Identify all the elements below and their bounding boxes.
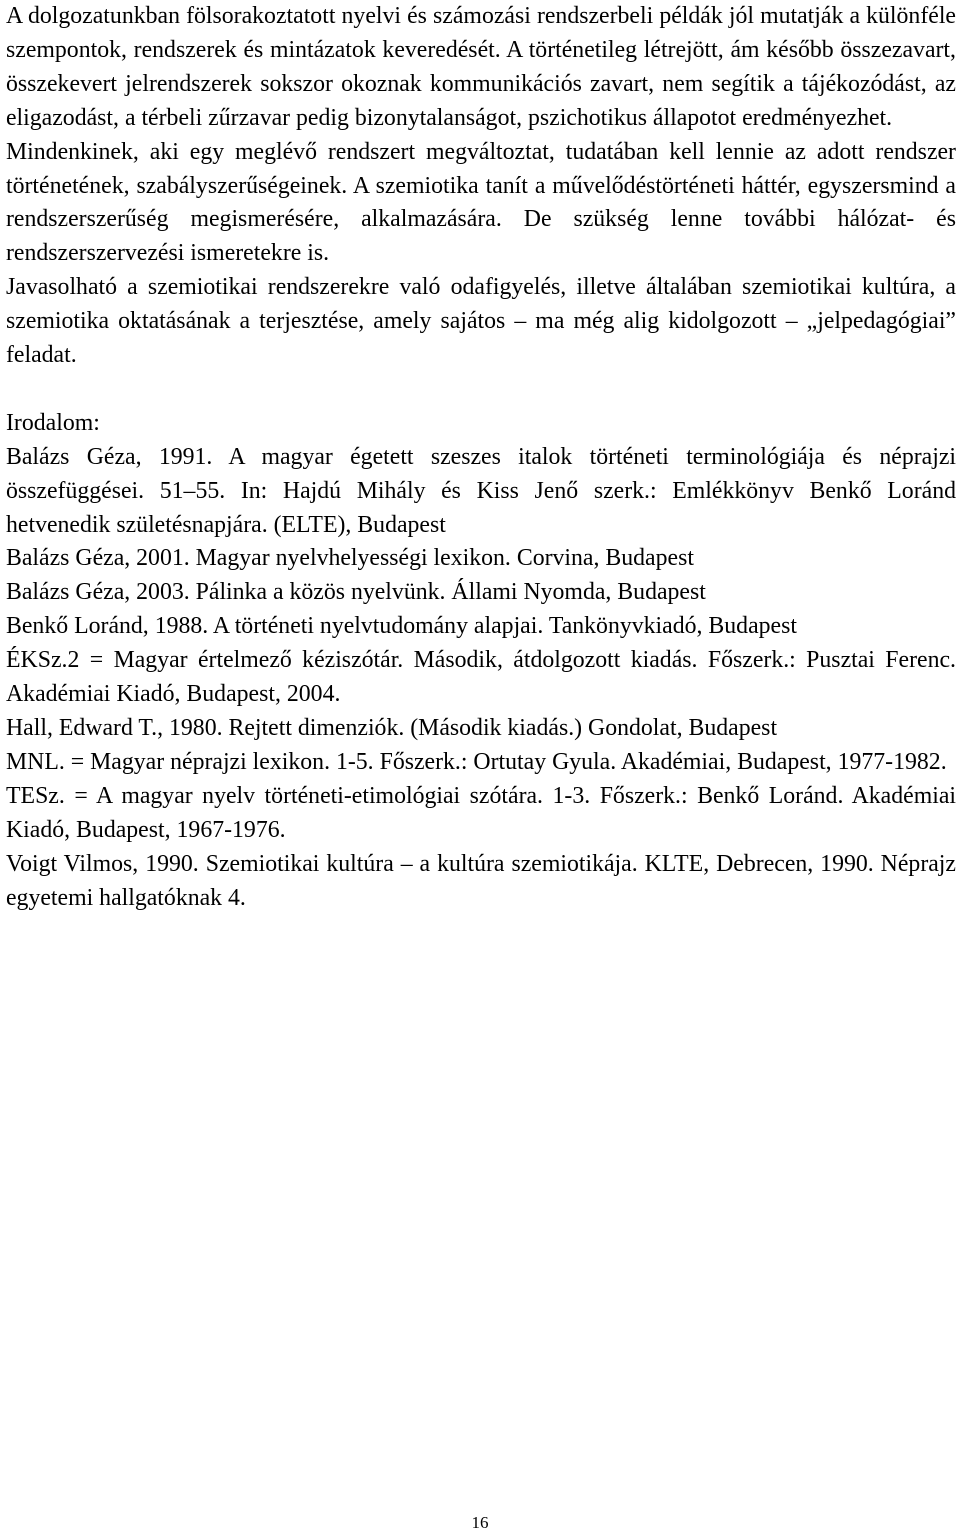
body-paragraph-1: A dolgozatunkban fölsorakoztatott nyelvi és számozási rendszerbeli példák jól mutatják a különféle szempontok, rendszerek és mintázatok keveredését. A történetileg létrejött, ám később összezavart, összekevert jelrendszerek sokszor okoznak kommunikációs zavart, nem segítik a tájékozódást, az eligazodást, a térbeli zűrzavar pedig bizonytalanságot, pszichotikus állapotot eredményezhet. [6, 3, 956, 131]
bibliography-list [6, 441, 956, 916]
bibliography-entry: Voigt Vilmos, 1990. Szemiotikai kultúra – a kultúra szemiotikája. KLTE, Debrecen, 1990. Néprajz egyetemi hallgatóknak 4. [6, 850, 956, 911]
page-number: 16 [471, 1513, 489, 1532]
bibliography-entry: Hall, Edward T., 1980. Rejtett dimenziók. (Második kiadás.) Gondolat, Budapest [6, 715, 778, 742]
bibliography-entry: ÉKSz.2 = Magyar értelmező kéziszótár. Második, átdolgozott kiadás. Főszerk.: Pusztai Ferenc. Akadémiai Kiadó, Budapest, 2004. [6, 647, 956, 708]
bibliography-entry: Benkő Loránd, 1988. A történeti nyelvtudomány alapjai. Tankönyvkiadó, Budapest [6, 613, 797, 640]
section-spacer [6, 373, 956, 407]
bibliography-entry: TESz. = A magyar nyelv történeti-etimológiai szótára. 1-3. Főszerk.: Benkő Loránd. Akadémiai Kiadó, Budapest, 1967-1976. [6, 782, 956, 843]
document-page [6, 0, 956, 915]
bibliography-entry: Balázs Géza, 1991. A magyar égetett szeszes italok történeti terminológiája és néprajzi összefüggései. 51–55. In: Hajdú Mihály és Kiss Jenő szerk.: Emlékkönyv Benkő Loránd hetvenedik születésnapjára. (ELTE), Budapest [6, 443, 956, 538]
bibliography-entry: Balázs Géza, 2003. Pálinka a közös nyelvünk. Állami Nyomda, Budapest [6, 579, 706, 606]
bibliography-entry: Balázs Géza, 2001. Magyar nyelvhelyességi lexikon. Corvina, Budapest [6, 545, 694, 572]
body-paragraph-2: Mindenkinek, aki egy meglévő rendszert megváltoztat, tudatában kell lennie az adott rendszer történetének, szabályszerűségeinek. A szemiotika tanít a művelődéstörténeti háttér, egyszersmind a rendszerszerűség megismerésére, alkalmazására. De szükség lenne további hálózat- és rendszerszervezési ismeretekre is. [6, 138, 956, 267]
body-paragraph-3: Javasolható a szemiotikai rendszerekre való odafigyelés, illetve általában szemiotikai kultúra, a szemiotika oktatásának a terjesztése, amely sajátos – ma még alig kidolgozott – „jelpedagógiai” feladat. [6, 274, 956, 369]
bibliography-heading: Irodalom: [6, 409, 100, 436]
bibliography-entry: MNL. = Magyar néprajzi lexikon. 1-5. Főszerk.: Ortutay Gyula. Akadémiai, Budapest, 1977-1982. [6, 748, 947, 775]
